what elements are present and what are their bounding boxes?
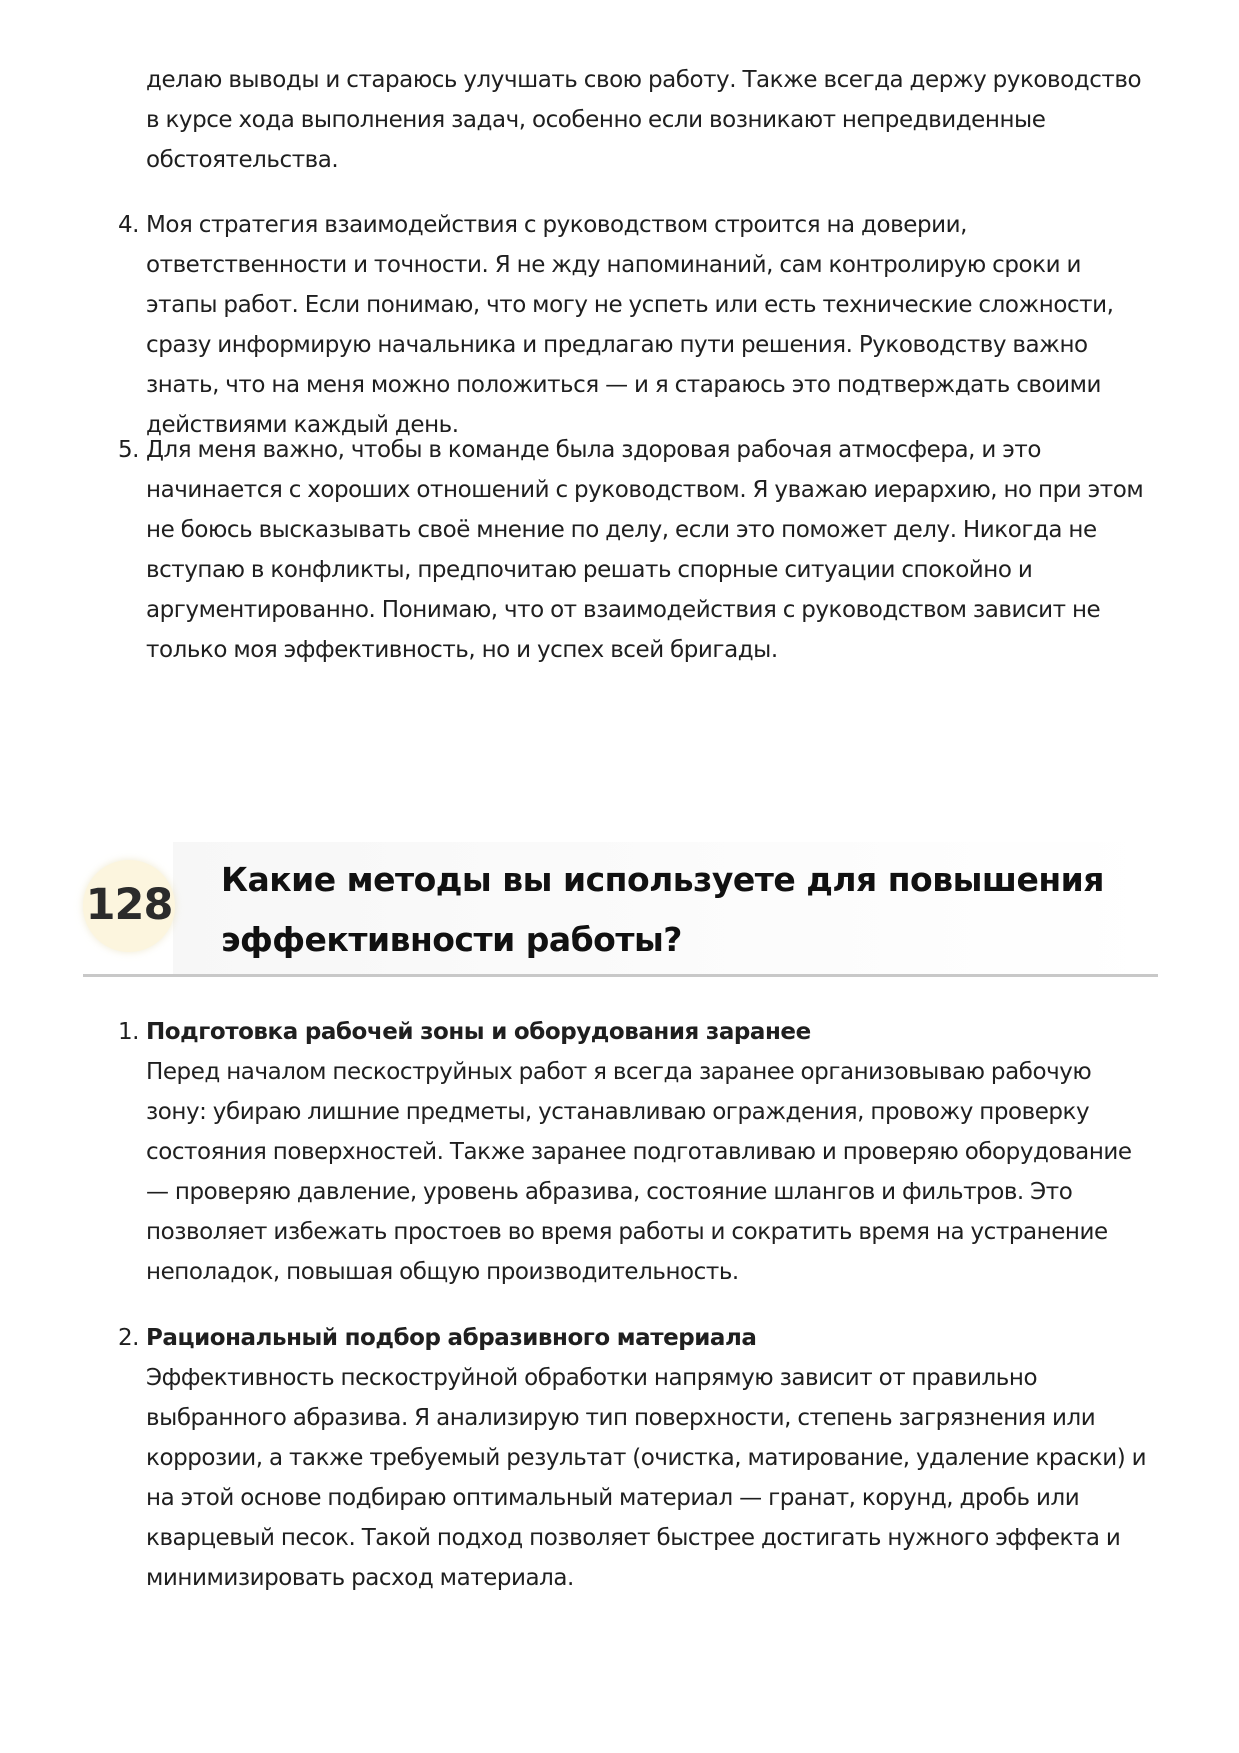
list-item-continuation — [146, 60, 1156, 180]
list-item-text: Моя стратегия взаимодействия с руководством строится на доверии, ответственности и точности. Я не жду напоминаний, сам контролирую сроки и этапы работ. Если понимаю, что могу не успеть или есть технические сложности, сразу информирую начальника и предлагаю пути решения. Руководству важно знать, что на меня можно положиться — и я стараюсь это подтверждать своими действиями каждый день. — [146, 212, 1114, 438]
question-title: Какие методы вы используете для повышения эффективности работы? — [221, 860, 1104, 959]
answer-item-heading: Подготовка рабочей зоны и оборудования заранее — [146, 1019, 811, 1045]
list-item-text: Для меня важно, чтобы в команде была здоровая рабочая атмосфера, и это начинается с хороших отношений с руководством. Я уважаю иерархию, но при этом не боюсь высказывать своё мнение по делу, если это поможет делу. Никогда не вступаю в конфликты, предпочитаю решать спорные ситуации спокойно и аргументированно. Понимаю, что от взаимодействия с руководством зависит не только моя эффективность, но и успех всей бригады. — [146, 437, 1144, 663]
answer-item-heading: Рациональный подбор абразивного материала — [146, 1325, 757, 1351]
answer-item-text: Перед началом пескоструйных работ я всегда заранее организовываю рабочую зону: убираю лишние предметы, устанавливаю ограждения, провожу проверку состояния поверхностей. Также заранее подготавливаю и проверяю оборудование — проверяю давление, уровень абразива, состояние шлангов и фильтров. Это позволяет избежать простоев во время работы и сократить время на устранение неполадок, повышая общую производительность. — [146, 1059, 1132, 1285]
list-item-number: 4. — [118, 212, 140, 238]
answer-item-number: 2. — [118, 1325, 140, 1351]
answer-item — [118, 1012, 1156, 1292]
list-item — [118, 205, 1156, 445]
answer-item — [118, 1318, 1156, 1598]
answer-item-number: 1. — [118, 1019, 140, 1045]
question-header — [83, 842, 1158, 977]
list-item-number: 5. — [118, 437, 140, 463]
answer-item-text: Эффективность пескоструйной обработки напрямую зависит от правильно выбранного абразива. Я анализирую тип поверхности, степень загрязнения или коррозии, а также требуемый результат (очистка, матирование, удаление краски) и на этой основе подбираю оптимальный материал — гранат, корунд, дробь или кварцевый песок. Такой подход позволяет быстрее достигать нужного эффекта и минимизировать расход материала. — [146, 1365, 1147, 1591]
list-item — [118, 430, 1156, 670]
list-item-text: делаю выводы и стараюсь улучшать свою работу. Также всегда держу руководство в курсе хода выполнения задач, особенно если возникают непредвиденные обстоятельства. — [146, 67, 1142, 173]
question-number: 128 — [85, 880, 173, 930]
